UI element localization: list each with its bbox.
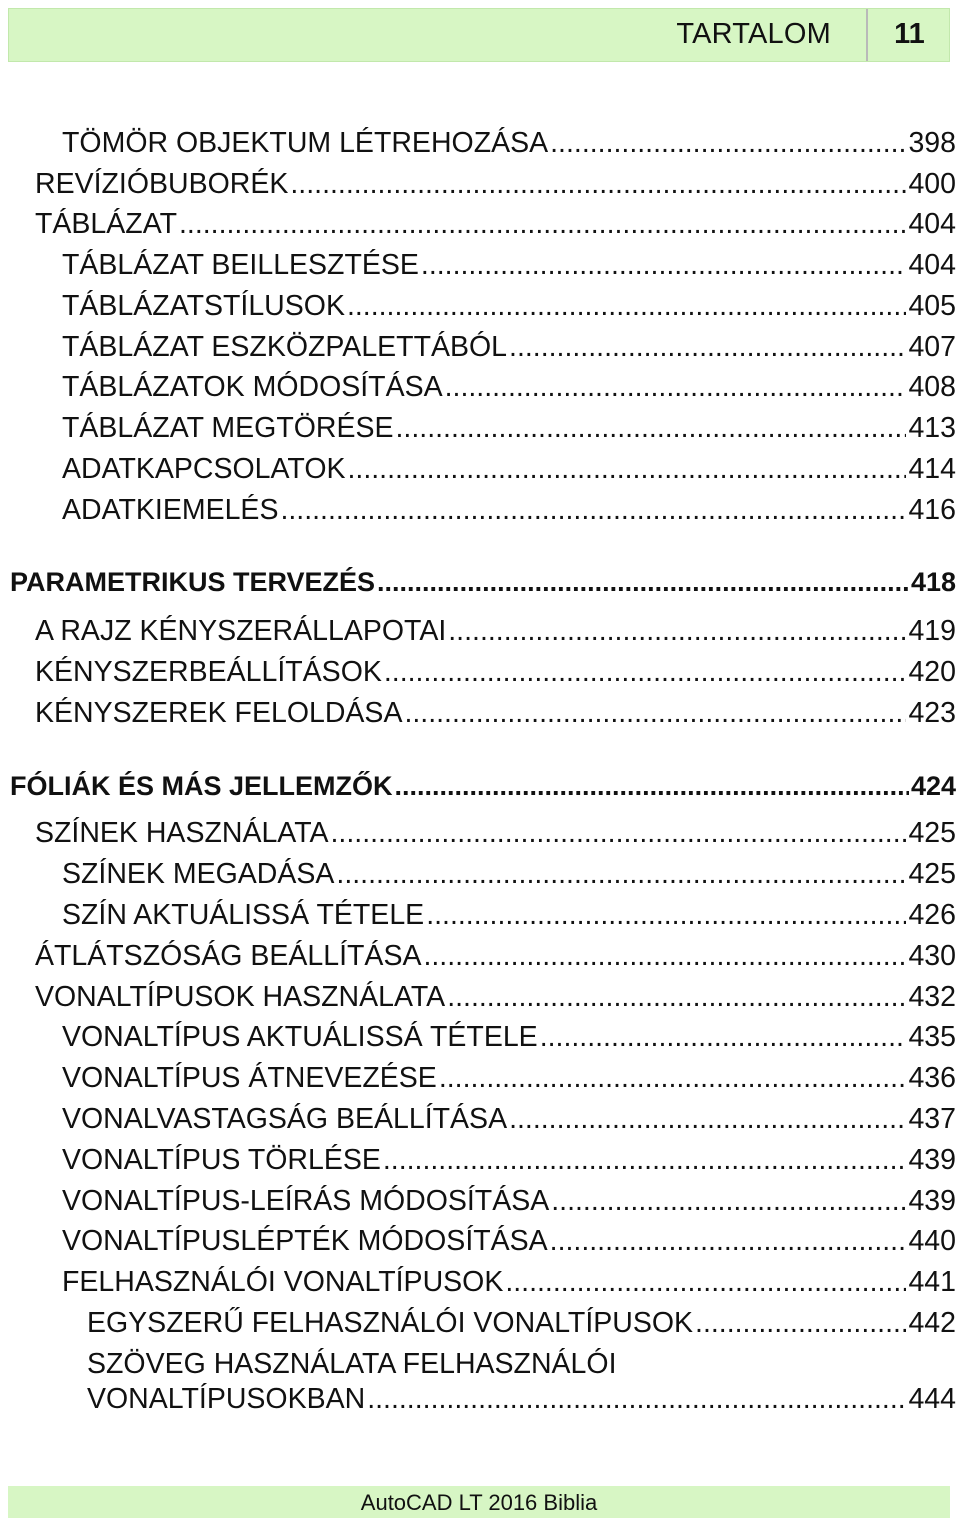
toc-entry-tablazatstilusok[interactable] xyxy=(62,289,956,323)
toc-entry-adatkapcsolatok[interactable] xyxy=(62,452,956,486)
toc-title: VONALTÍPUSOKBAN xyxy=(87,1383,366,1415)
toc-entry-tablazat-megtorese[interactable] xyxy=(62,411,956,445)
toc-page-number: 400 xyxy=(908,168,956,200)
toc-entry-vonaltipusok-hasznalata[interactable] xyxy=(35,980,956,1014)
toc-title: VONALTÍPUS-LEÍRÁS MÓDOSÍTÁSA xyxy=(62,1185,550,1217)
toc-title: FELHASZNÁLÓI VONALTÍPUSOK xyxy=(62,1266,504,1298)
toc-page-number: 432 xyxy=(908,981,956,1013)
toc-title: PARAMETRIKUS TERVEZÉS xyxy=(10,567,376,597)
toc-entry-vonaltipus-torlese[interactable] xyxy=(62,1143,956,1177)
toc-title: KÉNYSZEREK FELOLDÁSA xyxy=(35,697,403,729)
toc-leader xyxy=(509,330,906,364)
toc-entry-vonaltipus-aktualissa-tetele[interactable] xyxy=(62,1020,956,1054)
toc-title: TÁBLÁZAT ESZKÖZPALETTÁBÓL xyxy=(62,331,508,363)
toc-title: A RAJZ KÉNYSZERÁLLAPOTAI xyxy=(35,615,447,647)
toc-leader xyxy=(395,769,909,803)
toc-entry-tablazat-beillesztese[interactable] xyxy=(62,248,956,282)
toc-leader xyxy=(445,370,907,404)
toc-entry-egyszeru-felhasznaloi-vonaltipusok[interactable] xyxy=(87,1306,956,1340)
toc-leader xyxy=(421,248,907,282)
toc-page-number: 404 xyxy=(908,208,956,240)
toc-page-number: 418 xyxy=(910,567,956,597)
toc-page-number: 437 xyxy=(908,1103,956,1135)
toc-leader xyxy=(280,493,906,527)
toc-entry-tablazat-eszkozpalettabol[interactable] xyxy=(62,330,956,364)
toc-title: VONALTÍPUSLÉPTÉK MÓDOSÍTÁSA xyxy=(62,1225,548,1257)
toc-page-number: 398 xyxy=(908,127,956,159)
toc-page-number: 441 xyxy=(908,1266,956,1298)
toc-page-number: 413 xyxy=(908,412,956,444)
toc-leader xyxy=(367,1382,906,1416)
toc-entry-adatkiemeles[interactable] xyxy=(62,493,956,527)
toc-leader xyxy=(404,696,906,730)
toc-entry-tablazat[interactable] xyxy=(35,207,956,241)
toc-entry-vonalvastagsag-beallitasa[interactable] xyxy=(62,1102,956,1136)
toc-chapter-parametrikus-tervezes[interactable] xyxy=(10,565,956,599)
toc-page-number: 405 xyxy=(908,290,956,322)
toc-leader xyxy=(695,1306,906,1340)
toc-leader xyxy=(550,126,906,160)
toc-title: VONALTÍPUSOK HASZNÁLATA xyxy=(35,981,446,1013)
toc-leader xyxy=(447,980,906,1014)
toc-leader xyxy=(439,1061,907,1095)
toc-page-number: 404 xyxy=(908,249,956,281)
toc-entry-szoveg-hasznalata-vonaltipusokban[interactable] xyxy=(87,1382,956,1416)
toc-page-number: 442 xyxy=(908,1307,956,1339)
toc-title: TÁBLÁZATSTÍLUSOK xyxy=(62,290,345,322)
toc-leader xyxy=(377,565,909,599)
toc-title: VONALTÍPUS ÁTNEVEZÉSE xyxy=(62,1062,437,1094)
toc-page-number: 425 xyxy=(908,858,956,890)
toc-title: TÁBLÁZAT xyxy=(35,208,177,240)
toc-entry-tablazatok-modositasa[interactable] xyxy=(62,370,956,404)
toc-page-number: 416 xyxy=(908,494,956,526)
toc-page-number: 425 xyxy=(908,817,956,849)
toc-leader xyxy=(540,1020,907,1054)
toc-entry-szinek-megadasa[interactable] xyxy=(62,857,956,891)
toc-title: TÁBLÁZAT BEILLESZTÉSE xyxy=(62,249,419,281)
toc-title: FÓLIÁK ÉS MÁS JELLEMZŐK xyxy=(10,771,393,801)
toc-leader xyxy=(290,167,906,201)
toc-leader xyxy=(396,411,907,445)
toc-leader xyxy=(448,614,906,648)
toc-title: SZÍNEK MEGADÁSA xyxy=(62,858,335,890)
toc-page-number: 435 xyxy=(908,1021,956,1053)
toc-title: KÉNYSZERBEÁLLÍTÁSOK xyxy=(35,656,382,688)
toc-leader xyxy=(179,207,906,241)
toc-title: VONALVASTAGSÁG BEÁLLÍTÁSA xyxy=(62,1103,508,1135)
toc-page-number: 424 xyxy=(910,771,956,801)
toc-entry-vonaltipus-atnevezese[interactable] xyxy=(62,1061,956,1095)
toc-title: TÁBLÁZATOK MÓDOSÍTÁSA xyxy=(62,371,443,403)
toc-page-number: 430 xyxy=(908,940,956,972)
toc-leader xyxy=(331,816,907,850)
toc-title: EGYSZERŰ FELHASZNÁLÓI VONALTÍPUSOK xyxy=(87,1307,694,1339)
toc-entry-kenyszerbeallitasok[interactable] xyxy=(35,655,956,689)
toc-page-number: 419 xyxy=(908,615,956,647)
toc-page-number: 423 xyxy=(908,697,956,729)
toc-title: REVÍZIÓBUBORÉK xyxy=(35,168,289,200)
toc-chapter-foliak-es-mas-jellemzok[interactable] xyxy=(10,769,956,803)
toc-page-number: 439 xyxy=(908,1144,956,1176)
toc-page-number: 407 xyxy=(908,331,956,363)
toc-leader xyxy=(347,289,906,323)
toc-page-number: 414 xyxy=(908,453,956,485)
toc-title-line1[interactable]: SZÖVEG HASZNÁLATA FELHASZNÁLÓI xyxy=(87,1348,617,1380)
toc-page-number: 439 xyxy=(908,1185,956,1217)
toc-entry-rajz-kenyszerallapotai[interactable] xyxy=(35,614,956,648)
toc-title: TÁBLÁZAT MEGTÖRÉSE xyxy=(62,412,394,444)
header-page-number: 11 xyxy=(894,18,925,50)
toc-title: SZÍNEK HASZNÁLATA xyxy=(35,817,329,849)
toc-entry-tomor-objektum[interactable] xyxy=(62,126,956,160)
toc-page-number: 436 xyxy=(908,1062,956,1094)
toc-leader xyxy=(336,857,906,891)
toc-title: ÁTLÁTSZÓSÁG BEÁLLÍTÁSA xyxy=(35,940,422,972)
toc-title: ADATKAPCSOLATOK xyxy=(62,453,346,485)
toc-page-number: 440 xyxy=(908,1225,956,1257)
toc-leader xyxy=(348,452,907,486)
toc-page-number: 408 xyxy=(908,371,956,403)
toc-title: ADATKIEMELÉS xyxy=(62,494,279,526)
toc-title: VONALTÍPUS TÖRLÉSE xyxy=(62,1144,381,1176)
toc-leader xyxy=(505,1265,906,1299)
toc-entry-szinek-hasznalata[interactable] xyxy=(35,816,956,850)
toc-entry-szin-aktualissa-tetele[interactable] xyxy=(62,898,956,932)
toc-title: TÖMÖR OBJEKTUM LÉTREHOZÁSA xyxy=(62,127,549,159)
toc-title: SZÍN AKTUÁLISSÁ TÉTELE xyxy=(62,899,425,931)
toc-title: VONALTÍPUS AKTUÁLISSÁ TÉTELE xyxy=(62,1021,538,1053)
header-title: TARTALOM xyxy=(676,18,831,50)
page-header xyxy=(8,8,950,62)
toc-page-number: 426 xyxy=(908,899,956,931)
toc-leader xyxy=(423,939,906,973)
toc-leader xyxy=(384,655,907,689)
toc-entry-felhasznaloi-vonaltipusok[interactable] xyxy=(62,1265,956,1299)
toc-leader xyxy=(551,1184,906,1218)
toc-page-number: 444 xyxy=(908,1383,956,1415)
toc-leader xyxy=(550,1224,907,1258)
toc-leader xyxy=(383,1143,907,1177)
toc-entry-vonaltipuslepték-modositasa[interactable] xyxy=(62,1224,956,1258)
toc-entry-atlatszosag-beallitasa[interactable] xyxy=(35,939,956,973)
toc-leader xyxy=(509,1102,906,1136)
toc-entry-kenyszerek-feloldasa[interactable] xyxy=(35,696,956,730)
toc-entry-vonaltipus-leiras-modositasa[interactable] xyxy=(62,1184,956,1218)
toc-page-number: 420 xyxy=(908,656,956,688)
toc-leader xyxy=(426,898,906,932)
toc-entry-reviziobuborek[interactable] xyxy=(35,167,956,201)
page-footer xyxy=(8,1486,950,1518)
footer-book-title: AutoCAD LT 2016 Biblia xyxy=(360,1490,598,1515)
